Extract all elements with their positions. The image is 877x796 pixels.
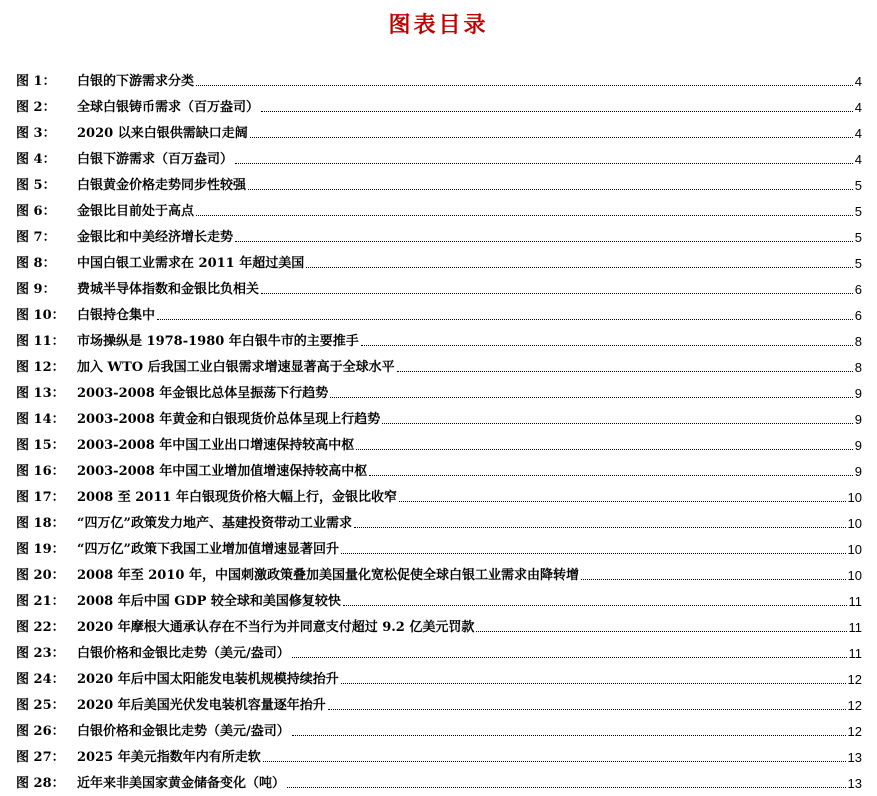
page-number: 10 bbox=[847, 542, 862, 557]
toc-entry[interactable] bbox=[16, 194, 862, 220]
figure-number: 图 11： bbox=[16, 334, 65, 349]
toc-entry[interactable] bbox=[16, 298, 862, 324]
dot-leader bbox=[382, 423, 852, 424]
page-number: 9 bbox=[854, 386, 862, 401]
dot-leader bbox=[235, 241, 853, 242]
figure-title[interactable]: 费城半导体指数和金银比负相关 bbox=[77, 282, 260, 297]
figure-number: 图 16： bbox=[16, 464, 65, 479]
figure-number: 图 21： bbox=[16, 594, 65, 609]
figure-number: 图 23： bbox=[16, 646, 65, 661]
figure-number: 图 3： bbox=[16, 126, 56, 141]
figure-title[interactable]: 2020 年后美国光伏发电装机容量逐年抬升 bbox=[77, 698, 326, 713]
page-number: 4 bbox=[854, 126, 862, 141]
page-number: 11 bbox=[848, 594, 862, 609]
figure-number: 图 12： bbox=[16, 360, 65, 375]
figure-number: 图 1： bbox=[16, 74, 56, 89]
dot-leader bbox=[581, 579, 846, 580]
figure-number: 图 15： bbox=[16, 438, 65, 453]
toc-entry[interactable] bbox=[16, 324, 862, 350]
figure-number: 图 5： bbox=[16, 178, 56, 193]
figure-number: 图 9： bbox=[16, 282, 56, 297]
page-number: 5 bbox=[854, 204, 862, 219]
figure-title[interactable]: 2020 年摩根大通承认存在不当行为并同意支付超过 9.2 亿美元罚款 bbox=[77, 620, 475, 635]
figure-title[interactable]: 2008 年至 2010 年，中国刺激政策叠加美国量化宽松促使全球白银工业需求由降转增 bbox=[77, 568, 579, 583]
dot-leader bbox=[261, 293, 853, 294]
dot-leader bbox=[263, 761, 846, 762]
toc-entry[interactable] bbox=[16, 558, 862, 584]
dot-leader bbox=[157, 319, 853, 320]
figure-title[interactable]: 近年来非美国家黄金储备变化（吨） bbox=[77, 776, 286, 791]
figure-title[interactable]: 2003-2008 年黄金和白银现货价总体呈现上行趋势 bbox=[77, 412, 381, 427]
figure-title[interactable]: 金银比和中美经济增长走势 bbox=[77, 230, 234, 245]
page-title: 图表目录 bbox=[388, 12, 489, 38]
toc-entry[interactable] bbox=[16, 90, 862, 116]
figure-number: 图 26： bbox=[16, 724, 65, 739]
figure-number: 图 22： bbox=[16, 620, 65, 635]
figure-title[interactable]: 白银价格和金银比走势（美元/盎司） bbox=[77, 724, 290, 739]
dot-leader bbox=[196, 215, 853, 216]
page-number: 5 bbox=[854, 256, 862, 271]
toc-entry[interactable] bbox=[16, 246, 862, 272]
page-number: 11 bbox=[848, 620, 862, 635]
toc-entry[interactable] bbox=[16, 64, 862, 90]
page-number: 4 bbox=[854, 100, 862, 115]
page-number: 12 bbox=[847, 672, 862, 687]
figure-number: 图 17： bbox=[16, 490, 65, 505]
figure-number: 图 28： bbox=[16, 776, 65, 791]
figure-number: 图 6： bbox=[16, 204, 56, 219]
dot-leader bbox=[354, 527, 846, 528]
toc-entry[interactable] bbox=[16, 220, 862, 246]
dot-leader bbox=[341, 683, 846, 684]
page-number: 9 bbox=[854, 464, 862, 479]
toc-entry[interactable] bbox=[16, 142, 862, 168]
figure-number: 图 25： bbox=[16, 698, 65, 713]
toc-entry[interactable] bbox=[16, 688, 862, 714]
figure-title[interactable]: 全球白银铸币需求（百万盎司） bbox=[77, 100, 260, 115]
page-number: 8 bbox=[854, 360, 862, 375]
dot-leader bbox=[292, 735, 846, 736]
dot-leader bbox=[356, 449, 852, 450]
page-number: 13 bbox=[847, 750, 862, 765]
toc-entry[interactable] bbox=[16, 584, 862, 610]
toc-entry[interactable] bbox=[16, 662, 862, 688]
figure-title[interactable]: 2003-2008 年中国工业增加值增速保持较高中枢 bbox=[77, 464, 368, 479]
dot-leader bbox=[369, 475, 852, 476]
figure-number: 图 24： bbox=[16, 672, 65, 687]
page-number: 10 bbox=[847, 490, 862, 505]
figure-number: 图 20： bbox=[16, 568, 65, 583]
toc-entry[interactable] bbox=[16, 272, 862, 298]
page-number: 11 bbox=[848, 646, 862, 661]
page-number: 4 bbox=[854, 152, 862, 167]
figure-title[interactable]: 中国白银工业需求在 2011 年超过美国 bbox=[77, 256, 305, 271]
figure-title[interactable]: 白银的下游需求分类 bbox=[77, 74, 195, 89]
figure-title[interactable]: 加入 WTO 后我国工业白银需求增速显著高于全球水平 bbox=[77, 360, 395, 375]
figure-number: 图 27： bbox=[16, 750, 65, 765]
figure-number: 图 13： bbox=[16, 386, 65, 401]
figure-title[interactable]: 市场操纵是 1978-1980 年白银牛市的主要推手 bbox=[77, 334, 359, 349]
figure-title[interactable]: 2003-2008 年金银比总体呈振荡下行趋势 bbox=[77, 386, 329, 401]
toc-entry[interactable] bbox=[16, 428, 862, 454]
figure-number: 图 8： bbox=[16, 256, 56, 271]
toc-entry[interactable] bbox=[16, 766, 862, 792]
dot-leader bbox=[341, 553, 846, 554]
figure-title[interactable]: 白银黄金价格走势同步性较强 bbox=[77, 178, 247, 193]
toc-entry[interactable] bbox=[16, 454, 862, 480]
figure-title[interactable]: 2020 年后中国太阳能发电装机规模持续抬升 bbox=[77, 672, 339, 687]
page-number: 12 bbox=[847, 724, 862, 739]
figure-title[interactable]: 2003-2008 年中国工业出口增速保持较高中枢 bbox=[77, 438, 355, 453]
figure-index-list bbox=[16, 64, 862, 792]
dot-leader bbox=[261, 111, 853, 112]
toc-entry[interactable] bbox=[16, 116, 862, 142]
figure-title[interactable]: 2008 年后中国 GDP 较全球和美国修复较快 bbox=[77, 594, 341, 609]
toc-entry[interactable] bbox=[16, 402, 862, 428]
page-number: 12 bbox=[847, 698, 862, 713]
figure-number: 图 19： bbox=[16, 542, 65, 557]
figure-title[interactable]: “四万亿”政策下我国工业增加值增速显著回升 bbox=[77, 542, 339, 557]
dot-leader bbox=[248, 189, 853, 190]
figure-number: 图 7： bbox=[16, 230, 56, 245]
toc-entry[interactable] bbox=[16, 610, 862, 636]
page-number: 13 bbox=[847, 776, 862, 791]
page-number: 10 bbox=[847, 568, 862, 583]
dot-leader bbox=[250, 137, 853, 138]
page-number: 8 bbox=[854, 334, 862, 349]
dot-leader bbox=[361, 345, 853, 346]
figure-number: 图 18： bbox=[16, 516, 65, 531]
dot-leader bbox=[476, 631, 846, 632]
page-number: 6 bbox=[854, 308, 862, 323]
dot-leader bbox=[330, 397, 852, 398]
figure-number: 图 10： bbox=[16, 308, 65, 323]
page-number: 5 bbox=[854, 178, 862, 193]
dot-leader bbox=[292, 657, 847, 658]
figure-number: 图 2： bbox=[16, 100, 56, 115]
page-number: 4 bbox=[854, 74, 862, 89]
page-number: 10 bbox=[847, 516, 862, 531]
figure-title[interactable]: 白银价格和金银比走势（美元/盎司） bbox=[77, 646, 290, 661]
figure-title[interactable]: 2025 年美元指数年内有所走软 bbox=[77, 750, 261, 765]
page-number: 6 bbox=[854, 282, 862, 297]
dot-leader bbox=[196, 85, 853, 86]
dot-leader bbox=[306, 267, 853, 268]
toc-entry[interactable] bbox=[16, 480, 862, 506]
dot-leader bbox=[328, 709, 846, 710]
toc-entry[interactable] bbox=[16, 714, 862, 740]
toc-entry[interactable] bbox=[16, 376, 862, 402]
figure-title[interactable]: “四万亿”政策发力地产、基建投资带动工业需求 bbox=[77, 516, 352, 531]
dot-leader bbox=[235, 163, 853, 164]
figure-title[interactable]: 白银持仓集中 bbox=[77, 308, 156, 323]
page-number: 9 bbox=[854, 438, 862, 453]
toc-entry[interactable] bbox=[16, 168, 862, 194]
toc-entry[interactable] bbox=[16, 636, 862, 662]
figure-title[interactable]: 2008 至 2011 年白银现货价格大幅上行，金银比收窄 bbox=[77, 490, 397, 505]
figure-title[interactable]: 金银比目前处于高点 bbox=[77, 204, 195, 219]
dot-leader bbox=[287, 787, 846, 788]
toc-entry[interactable] bbox=[16, 350, 862, 376]
toc-entry[interactable] bbox=[16, 740, 862, 766]
dot-leader bbox=[397, 371, 853, 372]
page-number: 5 bbox=[854, 230, 862, 245]
toc-entry[interactable] bbox=[16, 506, 862, 532]
dot-leader bbox=[343, 605, 847, 606]
figure-title[interactable]: 2020 以来白银供需缺口走阔 bbox=[77, 126, 248, 141]
dot-leader bbox=[399, 501, 846, 502]
figure-number: 图 4： bbox=[16, 152, 56, 167]
toc-entry[interactable] bbox=[16, 532, 862, 558]
page-number: 9 bbox=[854, 412, 862, 427]
figure-title[interactable]: 白银下游需求（百万盎司） bbox=[77, 152, 234, 167]
figure-number: 图 14： bbox=[16, 412, 65, 427]
